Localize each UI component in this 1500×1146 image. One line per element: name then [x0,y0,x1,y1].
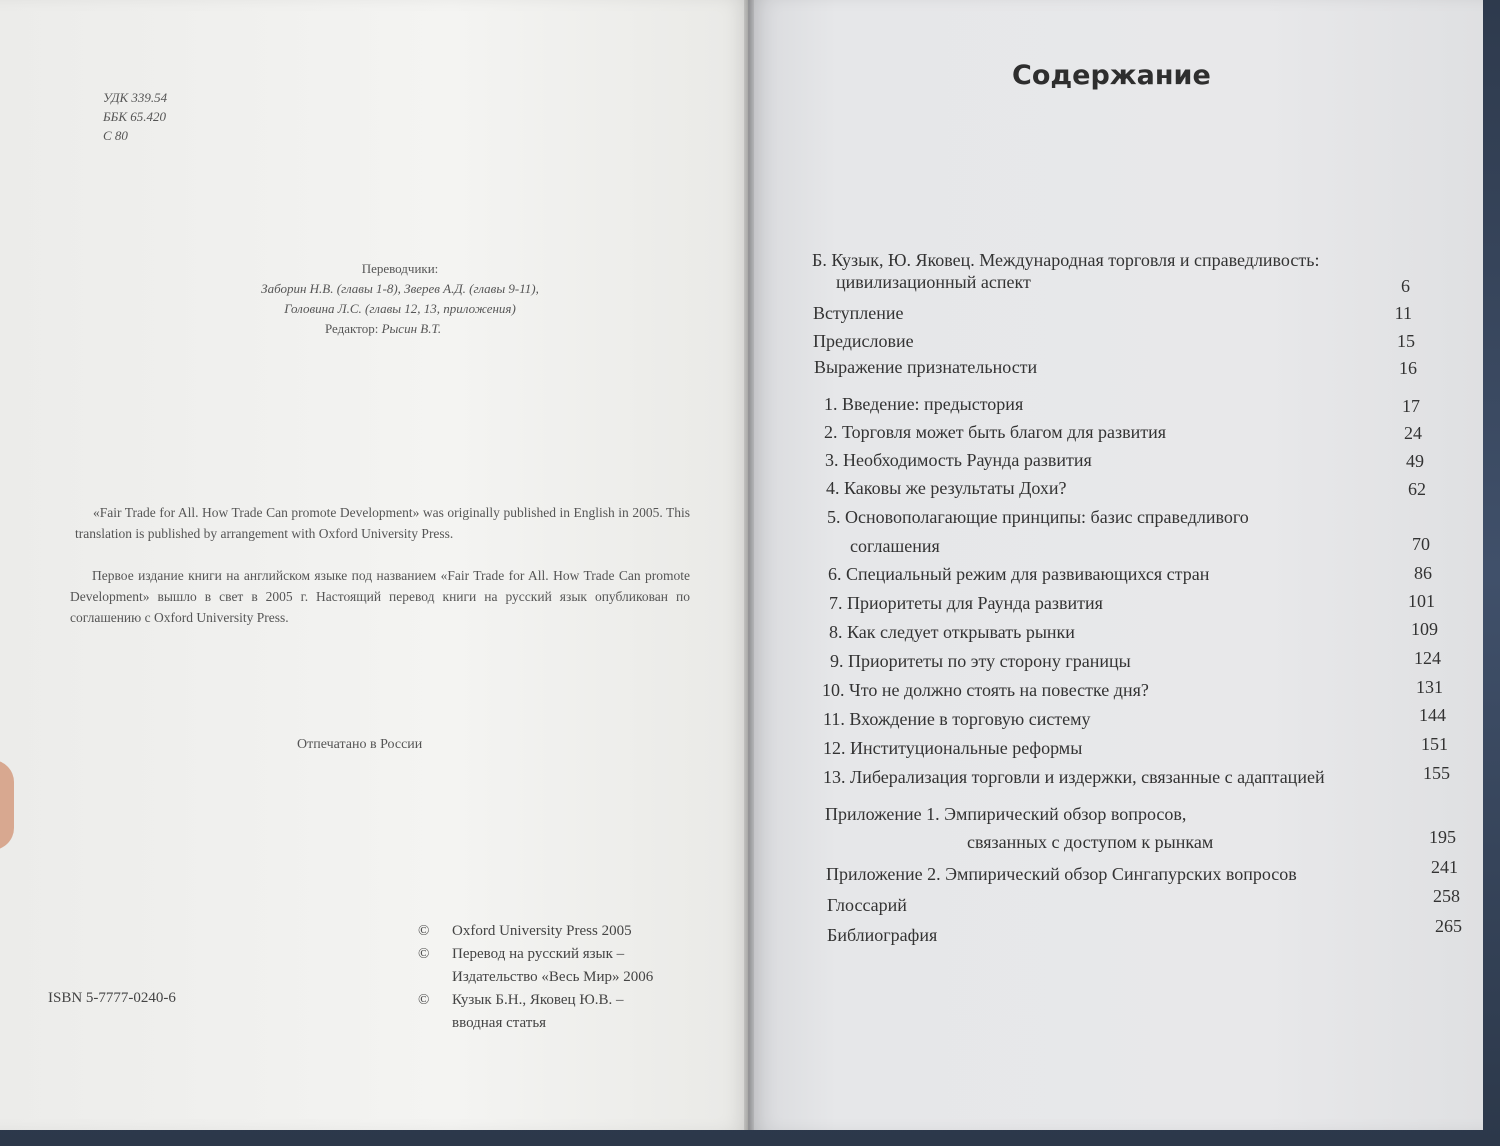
printed-in-russia: Отпечатано в России [297,737,423,752]
copyright-entry-continuation: вводная статья [452,1015,547,1031]
toc-entry-text: 9. Приоритеты по эту сторону границы [830,651,1131,671]
left-page [0,0,752,1130]
toc-entry-page: 16 [1399,358,1417,378]
toc-entry-text: цивилизационный аспект [836,272,1031,292]
toc-entry-text: Приложение 1. Эмпирический обзор вопросов, [825,804,1187,824]
translators-line-1: Заборин Н.В. (главы 1-8), Зверев А.Д. (главы 9-11), [261,281,539,296]
toc-entry-text: Библиография [827,925,938,945]
toc-entry-page: 195 [1429,827,1456,847]
toc-entry-page: 15 [1397,331,1415,351]
toc-entry-text: 13. Либерализация торговли и издержки, связанные с адаптацией [823,767,1325,787]
toc-entry-page: 70 [1412,534,1430,554]
copyright-entry: © Oxford University Press 2005 [418,923,632,939]
book-spine [744,0,754,1130]
toc-entry-text: 11. Вхождение в торговую систему [823,709,1091,729]
toc-entry-page: 265 [1435,916,1462,936]
toc-entry-text: Вступление [813,303,904,323]
toc-entry-text: 2. Торговля может быть благом для развития [824,422,1167,442]
toc-entry-page: 24 [1404,423,1422,443]
toc-entry-page: 144 [1419,705,1446,725]
toc-entry-text: 8. Как следует открывать рынки [829,622,1075,642]
toc-entry-text: 5. Основополагающие принципы: базис справедливого [827,507,1249,527]
toc-entry-text: Предисловие [813,331,914,351]
finger [0,760,14,850]
toc-entry-text: соглашения [850,536,940,556]
toc-entry-text: 10. Что не должно стоять на повестке дня? [822,680,1149,700]
toc-entry-text: Глоссарий [827,895,907,915]
toc-entry-text: связанных с доступом к рынкам [967,832,1214,852]
toc-entry-page: 155 [1423,763,1450,783]
toc-entry-text: 6. Специальный режим для развивающихся стран [828,564,1210,584]
toc-entry-page: 109 [1411,619,1438,639]
toc-entry-text: 4. Каковы же результаты Дохи? [826,478,1067,498]
toc-entry-text: Б. Кузык, Ю. Яковец. Международная торговля и справедливость: [812,250,1320,270]
toc-entry-page: 49 [1406,451,1424,471]
toc-entry-page: 258 [1433,886,1460,906]
toc-title: Содержание [1012,60,1211,91]
copyright-entry: © Перевод на русский язык – [418,946,625,962]
toc-entry-text: Выражение признательности [814,357,1038,377]
editor-label: Редактор: [325,321,379,336]
toc-entry-page: 86 [1414,563,1432,583]
toc-entry-page: 6 [1401,276,1410,296]
editor-line [325,319,441,338]
toc-entry-text: 7. Приоритеты для Раунда развития [829,593,1103,613]
bbk-code: ББК 65.420 [103,109,166,124]
translators-line-2: Головина Л.С. (главы 12, 13, приложения) [284,301,516,316]
english-publication-note: «Fair Trade for All. How Trade Can promote Development» was originally published in English in 2005. This translation is published by arrangement with Oxford University Press. [75,505,690,541]
isbn: ISBN 5-7777-0240-6 [48,990,176,1006]
russian-publication-note: Первое издание книги на английском языке под названием «Fair Trade for All. How Trade Can promote Development» вышло в свет в 2005 г. Настоящий перевод книги на русский язык опубликован по соглашению с Oxford University Press. [70,568,690,625]
toc-entry-text: 12. Институциональные реформы [823,738,1083,758]
toc-entry-page: 131 [1416,677,1443,697]
toc-entry-page: 124 [1414,648,1441,668]
copyright-entry: © Кузык Б.Н., Яковец Ю.В. – [418,992,624,1008]
toc-entry-page: 151 [1421,734,1448,754]
udc-code: УДК 339.54 [103,90,168,105]
toc-entry-text: 3. Необходимость Раунда развития [825,450,1092,470]
toc-entry-page: 11 [1394,303,1412,323]
author-mark: С 80 [103,128,128,143]
toc-entry-text: 1. Введение: предыстория [824,394,1024,414]
toc-entry-page: 17 [1402,396,1420,416]
toc-entry-page: 62 [1408,479,1426,499]
toc-entry-page: 241 [1431,857,1458,877]
toc-entry-text: Приложение 2. Эмпирический обзор Сингапурских вопросов [826,864,1297,884]
translators-heading: Переводчики: [361,261,439,276]
editor-name: Рысин В.Т. [381,321,442,336]
toc-entry-page: 101 [1408,591,1435,611]
copyright-entry-continuation: Издательство «Весь Мир» 2006 [452,969,654,985]
copyright-block [418,920,653,1035]
